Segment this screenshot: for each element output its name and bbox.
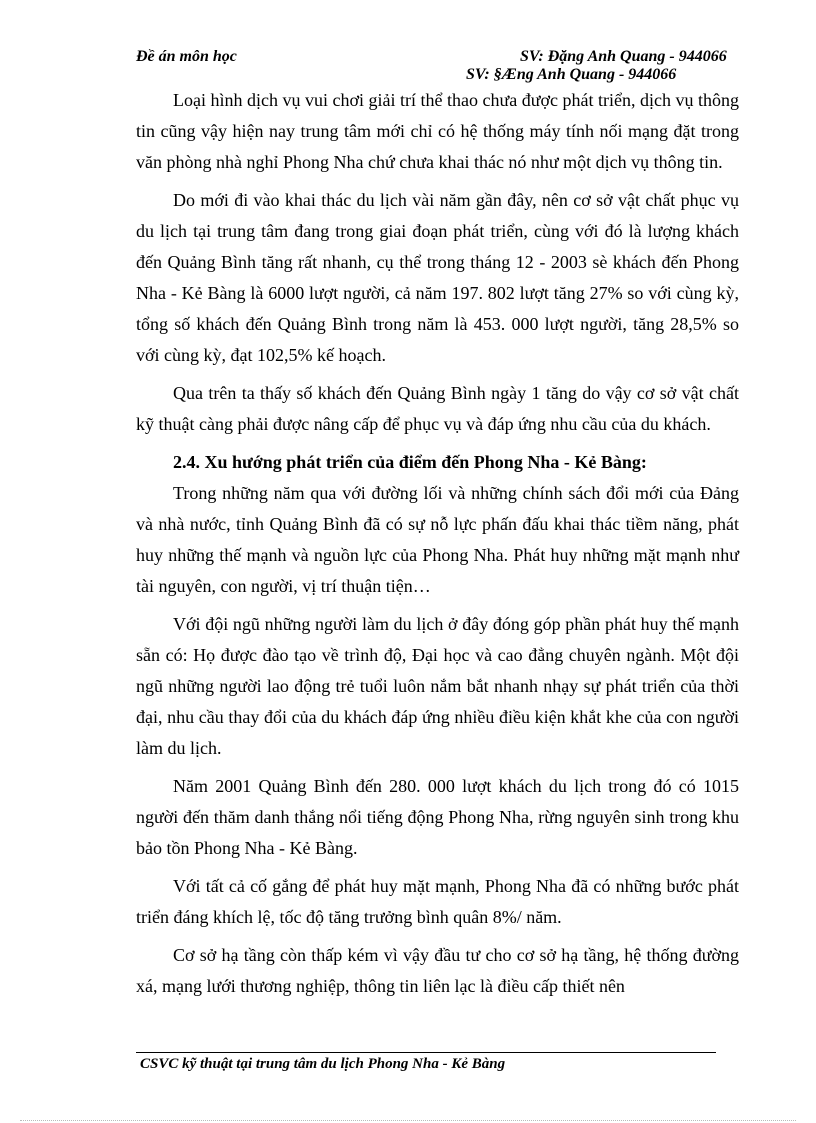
footer-title: CSVC kỹ thuật tại trung tâm du lịch Phong Nha - Kẻ Bàng	[140, 1056, 506, 1072]
body-content	[136, 85, 739, 1009]
footer-divider	[136, 1052, 716, 1053]
paragraph-workforce: Với đội ngũ những người làm du lịch ở đây đóng góp phần phát huy thế mạnh sẵn có: Họ được đào tạo về trình độ, Đại học và cao đẳng chuyên ngành. Một đội ngũ những người lao động trẻ tuổi luôn nắm bắt nhanh nhạy sự phát triển của thời đại, nhu cầu thay đổi của du khách đáp ứng nhiều điều kiện khắt khe của con người làm du lịch.	[136, 614, 739, 758]
header-course-title: Đề án môn học	[136, 48, 237, 65]
paragraph-growth: Với tất cả cố gắng để phát huy mặt mạnh, Phong Nha đã có những bước phát triển đáng khích lệ, tốc độ tăng trưởng bình quân 8%/ năm.	[136, 876, 739, 927]
paragraph-policy: Trong những năm qua với đường lối và những chính sách đổi mới của Đảng và nhà nước, tỉnh Quảng Bình đã có sự nỗ lực phấn đấu khai thác tiềm năng, phát huy những thế mạnh và nguồn lực của Phong Nha. Phát huy những mặt mạnh như tài nguyên, con người, vị trí thuận tiện…	[136, 483, 739, 596]
paragraph-2001-visitors: Năm 2001 Quảng Bình đến 280. 000 lượt khách du lịch trong đó có 1015 người đến thăm danh thắng nổi tiếng động Phong Nha, rừng nguyên sinh trong khu bảo tồn Phong Nha - Kẻ Bàng.	[136, 776, 739, 858]
section-heading: 2.4. Xu hướng phát triển của điểm đến Phong Nha - Kẻ Bàng:	[173, 452, 647, 472]
page-bottom-edge	[20, 1120, 796, 1121]
paragraph-visitor-stats: Do mới đi vào khai thác du lịch vài năm gần đây, nên cơ sở vật chất phục vụ du lịch tại trung tâm đang trong giai đoạn phát triển, cùng với đó là lượng khách đến Quảng Bình tăng rất nhanh, cụ thể trong tháng 12 - 2003 sè khách đến Phong Nha - Kẻ Bàng là 6000 lượt người, cả năm 197. 802 lượt tăng 27% so với cùng kỳ, tổng số khách đến Quảng Bình trong năm là 453. 000 lượt người, tăng 28,5% so với cùng kỳ, đạt 102,5% kế hoạch.	[136, 190, 739, 365]
paragraph-services: Loại hình dịch vụ vui chơi giải trí thể thao chưa được phát triển, dịch vụ thông tin cũng vậy hiện nay trung tâm mới chỉ có hệ thống máy tính nối mạng đặt trong văn phòng nhà nghỉ Phong Nha chứ chưa khai thác nó như một dịch vụ thông tin.	[136, 90, 739, 172]
header-student-name: SV: Đặng Anh Quang - 944066	[520, 48, 727, 65]
paragraph-upgrade-need: Qua trên ta thấy số khách đến Quảng Bình ngày 1 tăng do vậy cơ sở vật chất kỹ thuật càng phải được nâng cấp để phục vụ và đáp ứng nhu cầu của du khách.	[136, 383, 739, 434]
paragraph-infrastructure: Cơ sở hạ tầng còn thấp kém vì vậy đầu tư cho cơ sở hạ tầng, hệ thống đường xá, mạng lưới thương nghiệp, thông tin liên lạc là điều cấp thiết nên	[136, 945, 739, 996]
header-student-name-garbled: SV: §Æng Anh Quang - 944066	[466, 66, 677, 83]
